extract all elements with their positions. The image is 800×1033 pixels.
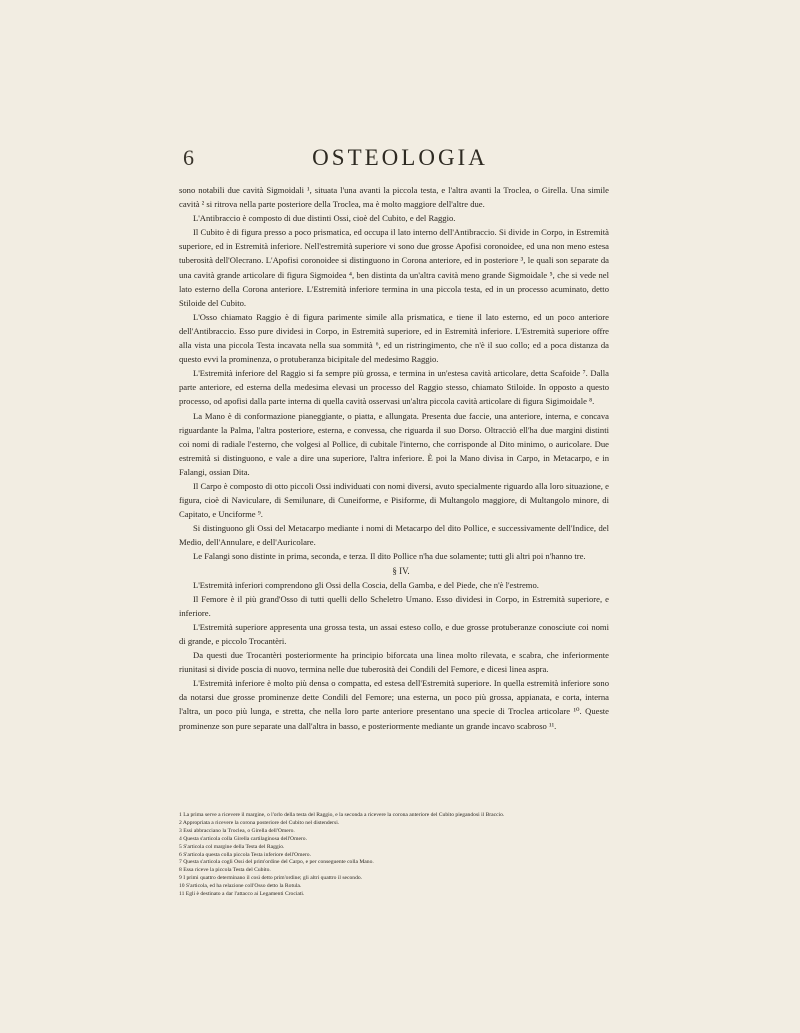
footnote: 1 La prima serve a ricevere il margine, o l'orlo della testa del Raggio, e la seconda a ricevere la corona anteriore del Cubito piegandosi il Braccio. [179,812,505,818]
paragraph: Il Carpo è composto di otto piccoli Ossi individuati con nomi diversi, avuto specialmente riguardo alla loro situazione, e figura, cioè di Naviculare, di Semilunare, di Cuneiforme, e Pisiforme, di Multangolo maggiore, di Multangolo minore, di Capitato, e Unciforme ⁹. [179,480,609,520]
footnote: 9 I primi quattro determinano il così detto prim'ordine; gli altri quattro il secondo. [179,875,363,882]
page-number: 6 [183,145,194,170]
footnote: 3 Essi abbracciano la Troclea, o Girella dell'Omero. [179,827,295,834]
paragraph: Il Femore è il più grand'Osso di tutti quelli dello Scheletro Umano. Esso dividesi in Corpo, in Estremità superiore, e inferiore. [179,593,609,618]
footnotes [179,812,609,899]
paragraph: Da questi due Trocantèri posteriormente ha principio biforcata una linea molto rilevata, e scabra, che inferiormente riunitasi si divide poscia di nuovo, termina nelle due tuberosità dei Condili del Femore, e dicesi linea aspra. [179,650,609,675]
footnote: 6 S'articola questa colla piccola Testa inferiore dell'Omero. [179,851,311,858]
paragraph: Le Falangi sono distinte in prima, seconda, e terza. Il dito Pollice n'ha due solamente; tutti gli altri poi n'hanno tre. [193,551,586,562]
body-text [179,183,609,733]
footnote: 11 Egli è destinato a dar l'attacco ai Legamenti Crociati. [179,891,305,898]
paragraph: Si distinguono gli Ossi del Metacarpo mediante i nomi di Metacarpo del dito Pollice, e successivamente dell'Indice, del Medio, dell'Annulare, e dell'Auricolare. [179,523,609,548]
running-title: OSTEOLOGIA [312,145,488,170]
paragraph: sono notabili due cavità Sigmoidali ¹, situata l'una avanti la piccola testa, e l'altra avanti la Troclea, o Girella. Una simile cavità ² si ritrova nella parte posteriore della Troclea, ma è molto maggiore dell'altre due. [179,185,609,210]
footnote: 10 S'articola, ed ha relazione coll'Osso detto la Rotula. [179,883,302,890]
paragraph: L'Antibraccio è composto di due distinti Ossi, cioè del Cubito, e del Raggio. [193,213,456,224]
footnote: 8 Essa riceve la piccola Testa del Cubito. [179,867,271,874]
section-heading: § IV. [392,565,410,576]
paragraph: L'Estremità inferiore è molto più densa o compatta, ed estesa dell'Estremità superiore. In quella estremità inferiore sono da notarsi due grosse prominenze dette Condili del Femore; una esterna, un poco più grossa, appianata, e corta, interna l'altra, un poco più lunga, e stretta, che nella loro parte anteriore presentano una specie di Troclea articolare ¹⁰. Queste prominenze son pure separate una dall'altra in basso, e posteriormente mediante un grande incavo scabroso ¹¹. [179,678,609,731]
paragraph: Il Cubito è di figura presso a poco prismatica, ed occupa il lato interno dell'Antibraccio. Si divide in Corpo, in Estremità superiore, ed in Estremità inferiore. Nell'estremità superiore vi sono due grosse Apofisi coronoidee, ed una non meno estesa tuberosità dell'Olecrano. L'Apofisi coronoidee si distinguono in Corona anteriore, ed in posteriore ³, le quali son separate da una cavità grande articolare di figura Sigmoidea ⁴, ben distinta da un'altra cavità meno grande Sigmoidale ⁵, che si vede nel lato esterno della Corona anteriore. L'Estremità inferiore termina in una piccola testa, ed in un processo acuminato, detto Stiloide del Cubito. [179,227,609,308]
footnote: 2 Appropriata a ricevere la corona posteriore del Cubito nel distendersi. [179,819,340,826]
paragraph: L'Estremità inferiori comprendono gli Ossi della Coscia, della Gamba, e del Piede, che n'è l'estremo. [193,579,539,590]
paragraph: L'Estremità inferiore del Raggio si fa sempre più grossa, e termina in un'estesa cavità articolare, detta Scafoide ⁷. Dalla parte anteriore, ed esterna della medesima elevasi un processo del Raggio stesso, chiamato Stiloide. In opposto a questo processo, od apofisi dalla parte interna di quella cavità osservasi un'altra piccola cavità articolare di figura Sigimoidale ⁸. [179,368,609,407]
footnote: 5 S'articola col margine della Testa del Raggio. [179,843,285,850]
footnote: 4 Questa s'articola colla Girella cartilaginosa dell'Omero. [179,835,307,842]
paragraph: La Mano è di conformazione pianeggiante, o piatta, e allungata. Presenta due faccie, una anteriore, interna, e concava riguardante la Palma, l'altra posteriore, esterna, e convessa, che riguarda il suo Dorso. Oltracciò ell'ha due margini distinti coi nomi di radiale l'esterno, che volgesi al Pollice, di cubitale l'interno, che corrisponde al Dito minimo, o auricolare. Due estremità si distinguono, e vale a dire una superiore, l'altra inferiore. È poi la Mano divisa in Carpo, in Metacarpo, e in Falangi, ossian Dita. [179,410,609,477]
footnote: 7 Questa s'articola cogli Ossi del prim'ordine del Carpo, e per conseguente colla Mano. [179,859,374,866]
paragraph: L'Estremità superiore appresenta una grossa testa, un assai esteso collo, e due grosse protuberanze conosciute coi nomi di grande, e piccolo Trocantèri. [179,621,609,646]
paragraph: L'Osso chiamato Raggio è di figura parimente simile alla prismatica, e tiene il lato esterno, ed un poco anteriore dell'Antibraccio. Esso pure dividesi in Corpo, in Estremità superiore, ed in Estremità inferiore. L'Estremità superiore offre alla vista una piccola Testa incavata nella sua sommità ⁶, ed un ristringimento, che n'è il suo collo; ed a poca distanza da questo evvi la prominenza, o protuberanza bicipitale del medesimo Raggio. [179,311,609,365]
